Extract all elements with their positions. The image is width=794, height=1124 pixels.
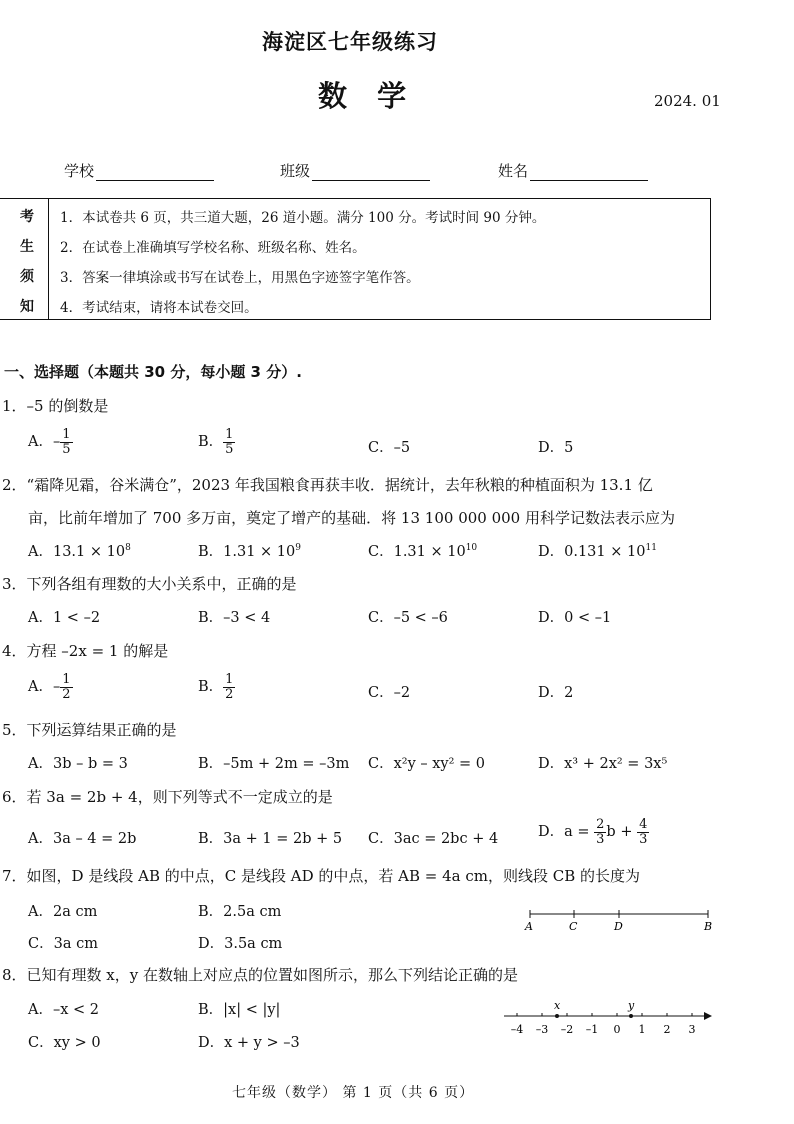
numerator: 1 (62, 427, 71, 442)
denominator: 5 (225, 441, 234, 457)
q5-option-a[interactable]: A．3b – b = 3 (28, 756, 128, 772)
q6-option-d[interactable] (538, 818, 649, 846)
axis-tick-label: 1 (638, 1023, 646, 1036)
q1-b-label: B． (198, 434, 224, 451)
axis-tick-label: –1 (585, 1023, 599, 1036)
exponent: 9 (295, 543, 301, 553)
page-footer: 七年级（数学） 第 1 页（共 6 页） (232, 1085, 475, 1101)
q4-option-c[interactable]: C．–2 (368, 685, 411, 701)
exponent: 8 (125, 543, 131, 553)
arrow-right-icon (704, 1012, 712, 1020)
notice-row: 2．在试卷上准确填写学校名称、班级名称、姓名。 (60, 240, 366, 256)
class-field[interactable] (280, 160, 430, 181)
point-x (555, 1014, 559, 1018)
notice-row: 3．答案一律填涂或书写在试卷上，用黑色字迹签字笔作答。 (60, 270, 420, 286)
q4-option-b[interactable] (198, 673, 235, 701)
exam-notice-box (0, 198, 711, 320)
fraction (637, 818, 649, 846)
q1-option-d[interactable]: D．5 (538, 440, 574, 456)
denominator: 2 (62, 686, 71, 702)
q2-c-text: C．1.31 × 10 (368, 544, 466, 560)
q2-option-d[interactable] (538, 540, 657, 561)
q7-option-a[interactable]: A．2a cm (28, 904, 98, 920)
numerator: 1 (225, 672, 234, 687)
axis-tick-label: 2 (663, 1023, 671, 1036)
denominator: 5 (62, 441, 71, 457)
q1-option-b[interactable] (198, 428, 235, 456)
fraction (60, 428, 72, 456)
axis-tick-label: –2 (560, 1023, 574, 1036)
exponent: 11 (645, 543, 657, 553)
class-blank[interactable] (312, 164, 430, 181)
q1-option-a[interactable] (28, 428, 73, 456)
numerator: 1 (225, 427, 234, 442)
q3-option-a[interactable]: A．1 < –2 (28, 610, 101, 626)
q4-b-label: B． (198, 679, 224, 696)
denominator: 2 (225, 686, 234, 702)
q5-option-c[interactable]: C．x²y – xy² = 0 (368, 756, 486, 772)
school-label: 学校 (64, 162, 95, 180)
q5-option-b[interactable]: B．–5m + 2m = –3m (198, 756, 350, 772)
q3-option-d[interactable]: D．0 < –1 (538, 610, 612, 626)
exam-date: 2024. 01 (654, 92, 721, 110)
point-b-label: B (704, 920, 713, 933)
notice-side-char: 知 (20, 299, 34, 315)
axis-tick-label: 3 (688, 1023, 696, 1036)
notice-side-label (0, 199, 49, 319)
point-d-label: D (614, 920, 623, 933)
question-7-stem: 7．如图，D 是线段 AB 的中点，C 是线段 AD 的中点，若 AB = 4a cm，则线段 CB 的长度为 (2, 867, 641, 885)
section-heading: 一、选择题（本题共 30 分，每小题 3 分）. (4, 363, 302, 381)
question-2-stem-line1: 2．“霜降见霜，谷米满仓”，2023 年我国粮食再获丰收．据统计，去年秋粮的种植面积为 13.1 亿 (2, 476, 653, 494)
school-field[interactable] (64, 160, 214, 181)
q7-option-b[interactable]: B．2.5a cm (198, 904, 282, 920)
question-5-stem: 5．下列运算结果正确的是 (2, 721, 177, 739)
q2-option-c[interactable] (368, 540, 477, 561)
q5-option-d[interactable]: D．x³ + 2x² = 3x⁵ (538, 756, 668, 772)
q4-option-d[interactable]: D．2 (538, 685, 574, 701)
q8-option-a[interactable]: A．–x < 2 (28, 1002, 99, 1018)
q6-option-b[interactable]: B．3a + 1 = 2b + 5 (198, 831, 343, 847)
q3-option-c[interactable]: C．–5 < –6 (368, 610, 448, 626)
notice-side-char: 考 (20, 209, 34, 225)
point-a-label: A (525, 920, 533, 933)
q1-option-c[interactable]: C．–5 (368, 440, 411, 456)
q8-option-b[interactable]: B．|x| < |y| (198, 1002, 281, 1018)
name-blank[interactable] (530, 164, 648, 181)
q4-a-label: A．– (28, 679, 61, 696)
question-8-stem: 8．已知有理数 x，y 在数轴上对应点的位置如图所示，那么下列结论正确的是 (2, 966, 519, 984)
notice-row: 4．考试结束，请将本试卷交回。 (60, 300, 258, 316)
name-field[interactable] (498, 160, 648, 181)
q4-option-a[interactable] (28, 673, 73, 701)
q2-option-a[interactable] (28, 540, 131, 561)
q2-b-text: B．1.31 × 10 (198, 544, 296, 560)
q1-a-label: A．– (28, 434, 61, 451)
name-label: 姓名 (498, 162, 529, 180)
notice-row: 1．本试卷共 6 页，共三道大题，26 道小题。满分 100 分。考试时间 90 分钟。 (60, 210, 546, 226)
q8-option-d[interactable]: D．x + y > –3 (198, 1035, 300, 1051)
question-3-stem: 3．下列各组有理数的大小关系中，正确的是 (2, 575, 297, 593)
segment-diagram (520, 904, 716, 934)
fraction (594, 818, 606, 846)
point-x-label: x (554, 999, 561, 1012)
exponent: 10 (465, 543, 478, 553)
q2-d-text: D．0.131 × 10 (538, 544, 646, 560)
denominator: 3 (596, 831, 605, 847)
axis-tick-label: 0 (613, 1023, 621, 1036)
numerator: 2 (596, 817, 605, 832)
subject-title: 数 学 (318, 79, 417, 113)
number-line-diagram (500, 996, 718, 1038)
notice-side-char: 生 (20, 239, 34, 255)
fraction (223, 673, 235, 701)
axis-tick-label: –3 (535, 1023, 549, 1036)
q3-option-b[interactable]: B．–3 < 4 (198, 610, 271, 626)
axis-tick-label: –4 (510, 1023, 524, 1036)
fraction (60, 673, 72, 701)
q7-option-d[interactable]: D．3.5a cm (198, 936, 283, 952)
school-blank[interactable] (96, 164, 214, 181)
q8-option-c[interactable]: C．xy > 0 (28, 1035, 101, 1051)
q2-option-b[interactable] (198, 540, 301, 561)
q2-a-text: A．13.1 × 10 (28, 544, 126, 560)
q6-d-middle: b + (606, 824, 638, 841)
numerator: 1 (62, 672, 71, 687)
q6-d-label: D．a = (538, 824, 595, 841)
question-1-stem: 1．–5 的倒数是 (2, 397, 109, 415)
q6-option-a[interactable]: A．3a – 4 = 2b (28, 831, 137, 847)
numerator: 4 (639, 817, 648, 832)
point-y-label: y (628, 999, 635, 1012)
q7-option-c[interactable]: C．3a cm (28, 936, 98, 952)
question-6-stem: 6．若 3a = 2b + 4，则下列等式不一定成立的是 (2, 788, 333, 806)
question-2-stem-line2: 亩，比前年增加了 700 多万亩，奠定了增产的基础．将 13 100 000 000 用科学记数法表示应为 (28, 509, 675, 527)
exam-title: 海淀区七年级练习 (262, 29, 438, 54)
point-y (629, 1014, 633, 1018)
fraction (223, 428, 235, 456)
denominator: 3 (639, 831, 648, 847)
class-label: 班级 (280, 162, 311, 180)
question-4-stem: 4．方程 –2x = 1 的解是 (2, 642, 169, 660)
q6-option-c[interactable]: C．3ac = 2bc + 4 (368, 831, 499, 847)
notice-side-char: 须 (20, 269, 34, 285)
point-c-label: C (569, 920, 578, 933)
